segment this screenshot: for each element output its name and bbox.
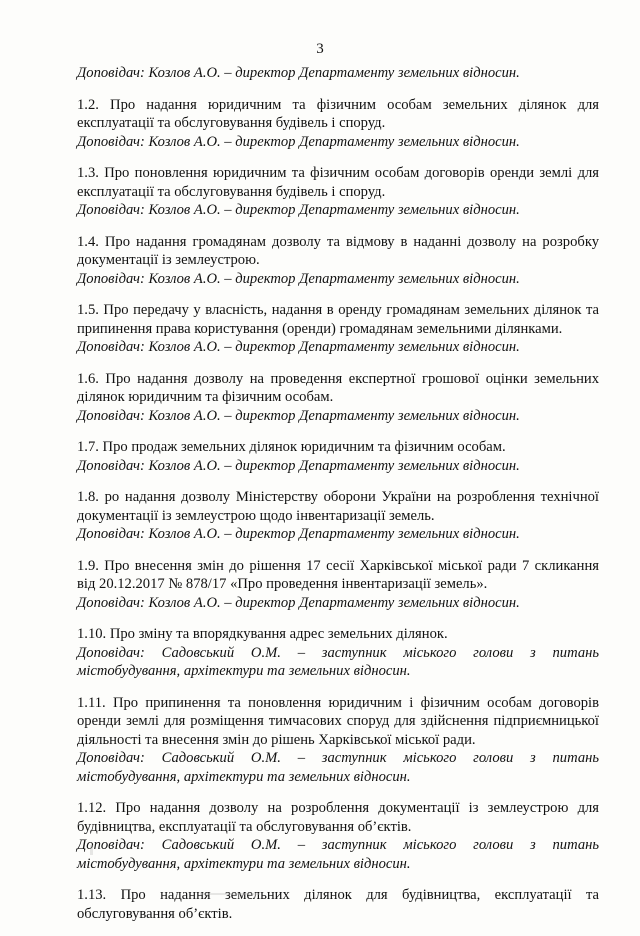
agenda-item-text: 1.6. Про надання дозволу на проведення експертної грошової оцінки земельних ділянок юридичним та фізичним особам. <box>77 370 599 405</box>
agenda-item-text: 1.5. Про передачу у власність, надання в оренду громадянам земельних ділянок та припинення права користування (оренди) громадянам земельними ділянками. <box>77 302 599 337</box>
agenda-item-text: 1.8. ро надання дозволу Міністерству оборони України на розроблення технічної документації із землеустрою щодо інвентаризації земель. <box>77 489 599 524</box>
speaker-line: Доповідач: Козлов А.О. – директор Департаменту земельних відносин. <box>77 202 520 218</box>
speaker-line: Доповідач: Козлов А.О. – директор Департаменту земельних відносин. <box>77 339 520 355</box>
speaker-line: Доповідач: Козлов А.О. – директор Департаменту земельних відносин. <box>77 133 520 150</box>
scan-artifact <box>90 845 93 855</box>
agenda-item-text: 1.2. Про надання юридичним та фізичним особам земельних ділянок для експлуатації та обслуговування будівель і споруд. <box>77 96 599 131</box>
agenda-item <box>77 799 599 873</box>
agenda-item <box>77 625 599 681</box>
speaker-line: Доповідач: Садовський О.М. – заступник міського голови з питань містобудування, архітектури та земельних відносин. <box>77 837 599 872</box>
page-number: 3 <box>316 41 324 57</box>
agenda-item <box>77 301 599 357</box>
speaker-line: Доповідач: Козлов А.О. – директор Департаменту земельних відносин. <box>77 270 520 287</box>
speaker-line: Доповідач: Садовський О.М. – заступник міського голови з питань містобудування, архітектури та земельних відносин. <box>77 750 599 785</box>
scan-artifact <box>200 893 260 895</box>
agenda-item <box>77 694 599 787</box>
agenda-item-text: 1.3. Про поновлення юридичним та фізичним особам договорів оренди землі для експлуатації та обслуговування будівель і споруд. <box>77 165 599 200</box>
speaker-line: Доповідач: Козлов А.О. – директор Департаменту земельних відносин. <box>77 594 520 611</box>
agenda-item-text: 1.7. Про продаж земельних ділянок юридичним та фізичним особам. <box>77 439 506 455</box>
agenda-item <box>77 557 599 613</box>
agenda-item-text: 1.11. Про припинення та поновлення юридичним і фізичним особам договорів оренди землі для розміщення тимчасових споруд для здійснення підприємницької діяльності та внесення змін до рішень Харківської міської ради. <box>77 694 599 748</box>
agenda-item <box>77 438 599 475</box>
speaker-line: Доповідач: Садовський О.М. – заступник міського голови з питань містобудування, архітектури та земельних відносин. <box>77 644 599 679</box>
agenda-item <box>77 164 599 220</box>
agenda-item <box>77 233 599 289</box>
agenda-item <box>77 886 599 923</box>
speaker-line: Доповідач: Козлов А.О. – директор Департаменту земельних відносин. <box>77 65 520 81</box>
agenda-item-text: 1.13. Про надання земельних ділянок для будівництва, експлуатації та обслуговування об’єктів. <box>77 887 599 922</box>
agenda-item-text: 1.4. Про надання громадянам дозволу та відмову в наданні дозволу на розробку документації із землеустрою. <box>77 233 599 268</box>
agenda-content <box>77 64 599 936</box>
agenda-item-text: 1.10. Про зміну та впорядкування адрес земельних ділянок. <box>77 626 448 642</box>
agenda-item <box>77 488 599 544</box>
agenda-item <box>77 370 599 426</box>
agenda-item <box>77 96 599 152</box>
speaker-line: Доповідач: Козлов А.О. – директор Департаменту земельних відносин. <box>77 457 520 474</box>
agenda-item-text: 1.12. Про надання дозволу на розроблення документації із землеустрою для будівництва, експлуатації та обслуговування об’єктів. <box>77 800 599 835</box>
speaker-line: Доповідач: Козлов А.О. – директор Департаменту земельних відносин. <box>77 407 520 424</box>
agenda-item-text: 1.9. Про внесення змін до рішення 17 сесії Харківської міської ради 7 скликання від 20.12.2017 № 878/17 «Про проведення інвентаризації земель». <box>77 557 599 592</box>
speaker-line: Доповідач: Козлов А.О. – директор Департаменту земельних відносин. <box>77 526 520 542</box>
